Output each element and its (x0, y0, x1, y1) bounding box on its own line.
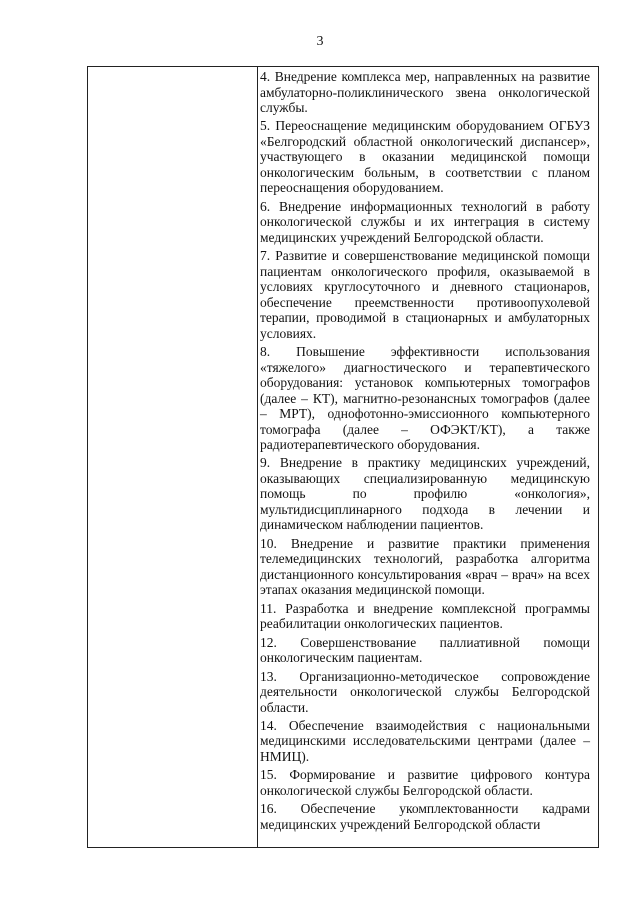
measure-item-14: 14. Обеспечение взаимодействия с национальными медицинскими исследовательскими центрами (далее – НМИЦ). (260, 717, 590, 764)
measures-cell (260, 69, 590, 835)
document-table (87, 66, 599, 848)
page-number: 3 (316, 34, 324, 49)
measure-item-11: 11. Разработка и внедрение комплексной программы реабилитации онкологических пациентов. (260, 600, 590, 632)
measure-item-13: 13. Организационно-методическое сопровождение деятельности онкологической службы Белгородской области. (260, 668, 590, 715)
measure-item-10: 10. Внедрение и развитие практики применения телемедицинских технологий, разработка алгоритма дистанционного консультирования «врач – врач» на всех этапах оказания медицинской помощи. (260, 535, 590, 598)
column-divider (257, 67, 258, 847)
measure-item-6: 6. Внедрение информационных технологий в работу онкологической службы и их интеграция в систему медицинских учреждений Белгородской области. (260, 198, 590, 245)
measure-item-5: 5. Переоснащение медицинским оборудованием ОГБУЗ «Белгородский областной онкологический диспансер», участвующего в оказании медицинской помощи онкологическим больным, в соответствии с планом переоснащения оборудованием. (260, 118, 590, 196)
measure-item-12: 12. Совершенствование паллиативной помощи онкологическим пациентам. (260, 634, 590, 666)
measure-item-4: 4. Внедрение комплекса мер, направленных на развитие амбулаторно-поликлинического звена онкологической службы. (260, 69, 590, 115)
measure-item-9: 9. Внедрение в практику медицинских учреждений, оказывающих специализированную медицинскую помощь по профилю «онкология», мультидисциплинарного подхода в лечении и динамическом наблюдении пациентов. (260, 455, 590, 533)
measure-item-8: 8. Повышение эффективности использования «тяжелого» диагностического и терапевтического оборудования: установок компьютерных томографов (далее – КТ), магнитно-резонансных томографов (далее – МРТ), однофотонно-эмиссионного компьютерного томографа (далее – ОФЭКТ/КТ), а также радиотерапевтического оборудования. (260, 344, 590, 453)
measure-item-16: 16. Обеспечение укомплектованности кадрами медицинских учреждений Белгородской области (260, 801, 590, 832)
measure-item-15: 15. Формирование и развитие цифрового контура онкологической службы Белгородской области. (260, 767, 590, 798)
measure-item-7: 7. Развитие и совершенствование медицинской помощи пациентам онкологического профиля, оказываемой в условиях круглосуточного и дневного стационаров, обеспечение преемственности противоопухолевой терапии, проводимой в стационарных и амбулаторных условиях. (260, 248, 590, 341)
